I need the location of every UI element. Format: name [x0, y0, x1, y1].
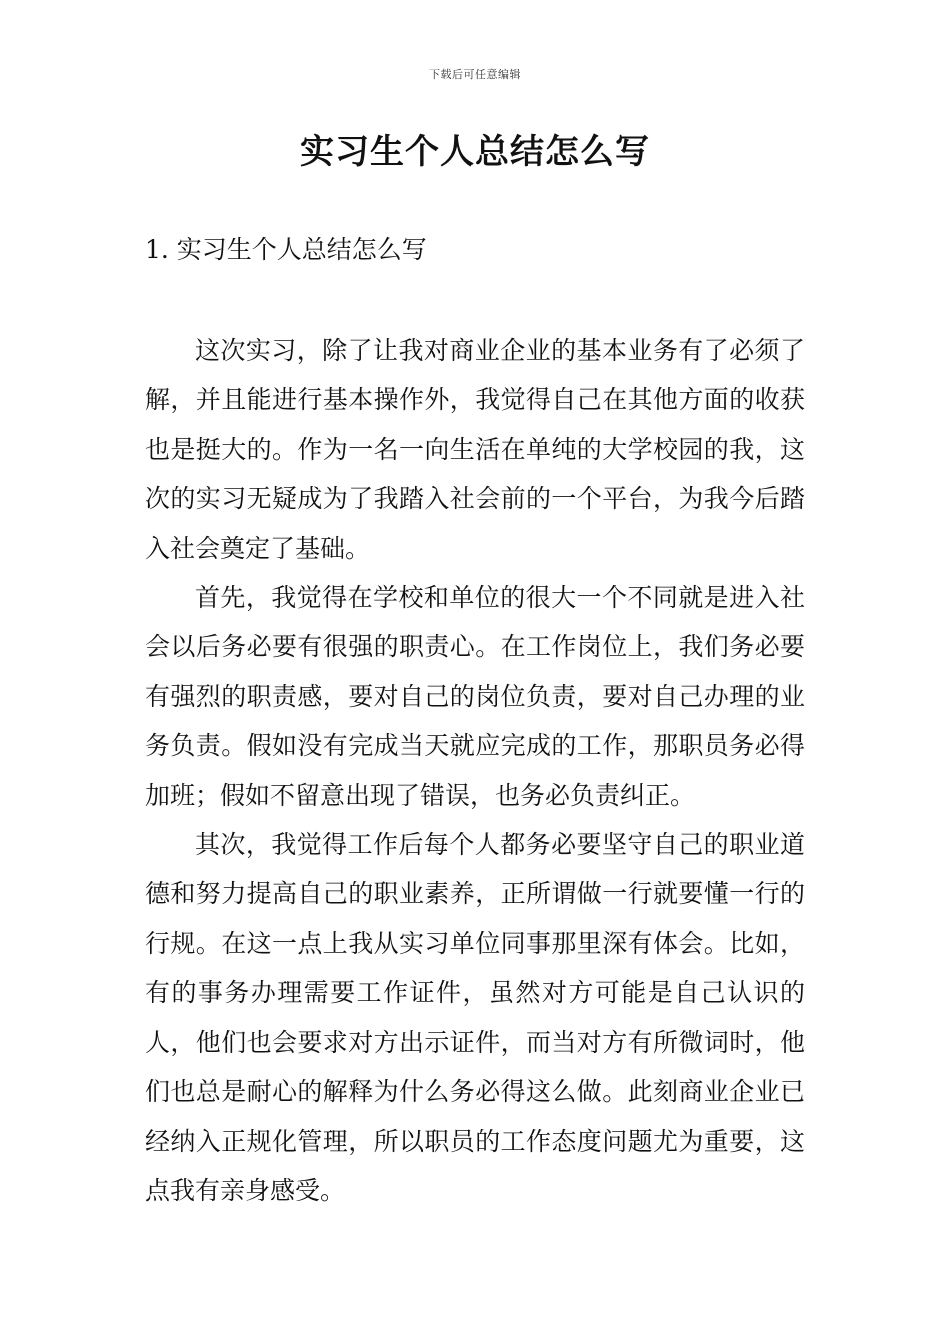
- header-note: 下载后可任意编辑: [429, 68, 521, 81]
- paragraph: 这次实习，除了让我对商业企业的基本业务有了必须了解，并且能进行基本操作外，我觉得自己在其他方面的收获也是挺大的。作为一名一向生活在单纯的大学校园的我，这次的实习无疑成为了我踏入社会前的一个平台，为我今后踏入社会奠定了基础。: [145, 336, 805, 563]
- section-heading: 1. 实习生个人总结怎么写: [145, 235, 427, 264]
- document-title: 实习生个人总结怎么写: [300, 132, 650, 172]
- paragraph: 首先，我觉得在学校和单位的很大一个不同就是进入社会以后务必要有很强的职责心。在工作岗位上，我们务必要有强烈的职责感，要对自己的岗位负责，要对自己办理的业务负责。假如没有完成当天就应完成的工作，那职员务必得加班；假如不留意出现了错误，也务必负责纠正。: [145, 583, 805, 810]
- paragraph: 其次，我觉得工作后每个人都务必要坚守自己的职业道德和努力提高自己的职业素养，正所谓做一行就要懂一行的行规。在这一点上我从实习单位同事那里深有体会。比如，有的事务办理需要工作证件，虽然对方可能是自己认识的人，他们也会要求对方出示证件，而当对方有所微词时，他们也总是耐心的解释为什么务必得这么做。此刻商业企业已经纳入正规化管理，所以职员的工作态度问题尤为重要，这点我有亲身感受。: [145, 830, 805, 1205]
- body-text: [145, 326, 805, 1215]
